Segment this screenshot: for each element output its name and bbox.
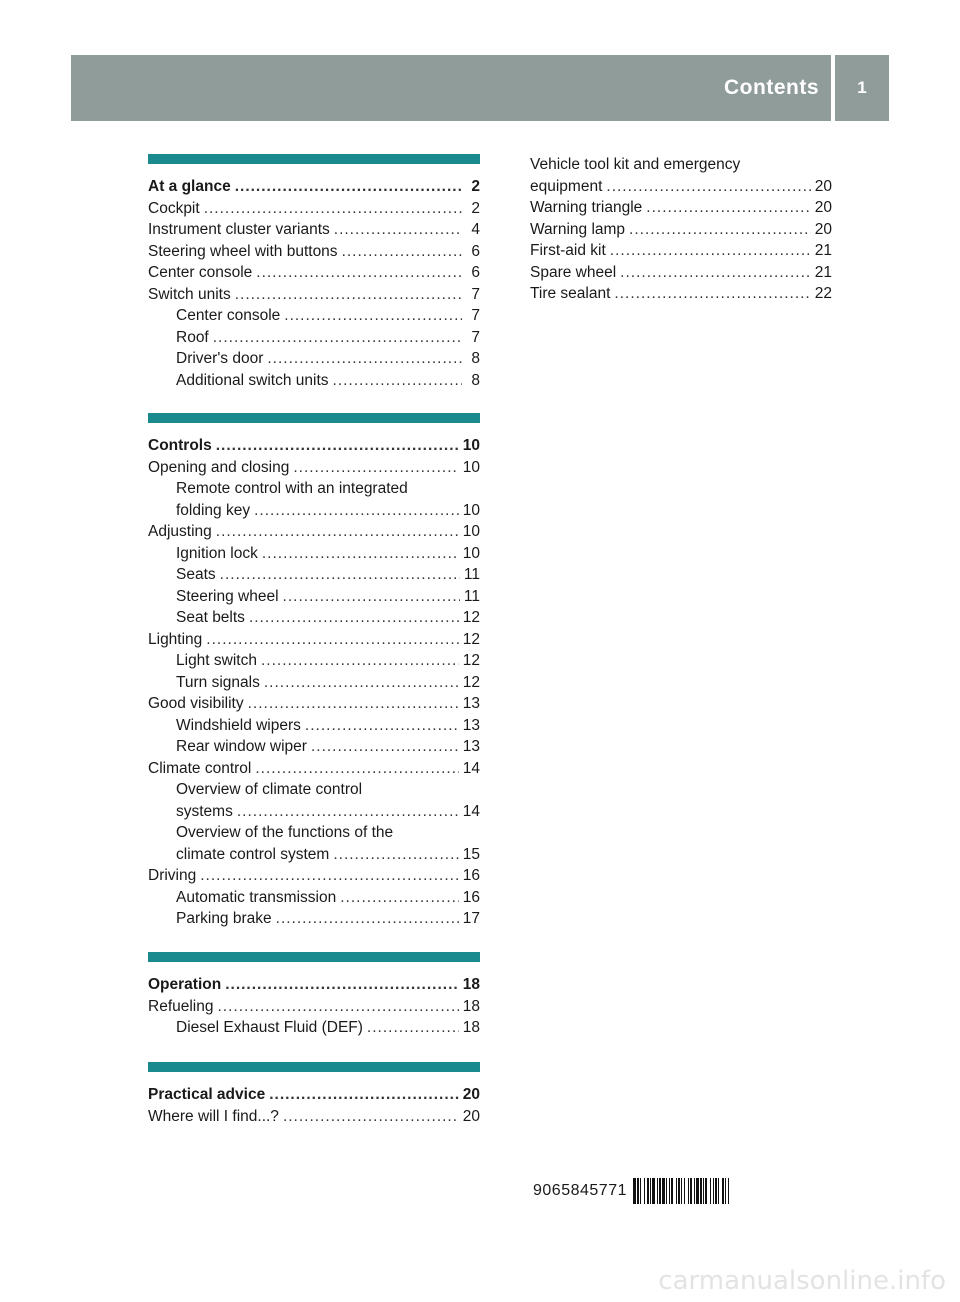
dot-leader (610, 240, 811, 262)
dot-leader (334, 219, 462, 241)
dot-leader (218, 996, 459, 1018)
toc-entry[interactable] (148, 521, 480, 543)
toc-entry-text-line1: Vehicle tool kit and emergency (530, 156, 741, 173)
toc-section (148, 1062, 480, 1127)
barcode-bar (676, 1178, 677, 1204)
toc-page-number: 20 (814, 199, 832, 216)
dot-leader (606, 176, 810, 198)
barcode-bar (662, 1178, 665, 1204)
toc-page-number: 16 (462, 888, 480, 906)
toc-entry-text: equipment (530, 177, 603, 195)
toc-entry[interactable] (148, 672, 480, 694)
toc-entry-text: Steering wheel (176, 587, 279, 605)
dot-leader (333, 844, 458, 866)
toc-page-number: 21 (814, 263, 832, 281)
toc-entry-text-line1: Overview of the functions of the (176, 824, 394, 841)
dot-leader (255, 758, 458, 780)
toc-entry-text: Instrument cluster variants (148, 221, 330, 238)
toc-page-number: 6 (471, 242, 480, 260)
dot-leader (269, 1084, 459, 1106)
toc-entry[interactable] (148, 908, 480, 930)
toc-entry-text: First-aid kit (530, 242, 606, 259)
barcode-bar (652, 1178, 655, 1204)
toc-entry[interactable] (148, 607, 480, 629)
dot-leader (340, 887, 459, 909)
toc-page-number: 12 (462, 630, 480, 648)
toc-entry[interactable] (148, 1017, 480, 1039)
section-heading[interactable] (148, 1084, 480, 1106)
toc-entry[interactable] (148, 284, 480, 306)
toc-entry[interactable] (148, 715, 480, 737)
toc-section (148, 154, 480, 391)
dot-leader (216, 521, 459, 543)
section-heading[interactable] (148, 435, 480, 457)
section-bar (148, 952, 480, 962)
toc-entry[interactable] (148, 198, 480, 220)
toc-entry-text: Refueling (148, 997, 214, 1015)
dot-leader (629, 219, 811, 241)
barcode (533, 1178, 829, 1204)
toc-entry-text: Lighting (148, 630, 203, 648)
toc-entry-text: Turn signals (176, 673, 260, 691)
toc-entry[interactable] (148, 996, 480, 1018)
header-page-number: 1 (857, 78, 867, 97)
barcode-bar (678, 1178, 680, 1204)
dot-leader (261, 650, 459, 672)
section-bar (148, 1062, 480, 1072)
barcode-bar (647, 1178, 649, 1204)
toc-entry[interactable] (148, 262, 480, 284)
toc-entry[interactable] (530, 262, 832, 284)
watermark: carmanualsonline.info (658, 1266, 946, 1296)
barcode-bar (681, 1178, 682, 1204)
toc-entry-text: Parking brake (176, 910, 272, 927)
dot-leader (262, 543, 459, 565)
section-bar (148, 154, 480, 164)
toc-entry[interactable] (148, 586, 480, 608)
toc-entry-text: Seats (176, 566, 216, 583)
toc-entry-text: Climate control (148, 759, 252, 777)
dot-leader (249, 607, 459, 629)
dot-leader (620, 262, 811, 284)
barcode-bar (633, 1178, 636, 1204)
toc-entry-text: Driver's door (176, 350, 264, 367)
toc-page-number: 7 (471, 285, 480, 303)
toc-entry-text-line1: Remote control with an integrated (176, 480, 408, 497)
dot-leader (283, 1106, 459, 1128)
toc-page-number: 13 (462, 738, 480, 755)
toc-page-number: 15 (462, 845, 480, 863)
toc-page-number: 10 (462, 501, 480, 519)
toc-entry-text: Roof (176, 328, 209, 346)
barcode-bar (659, 1178, 661, 1204)
toc-entry-text: Cockpit (148, 199, 200, 217)
barcode-bar (666, 1178, 667, 1204)
toc-entry-text: Adjusting (148, 523, 212, 540)
toc-page-number: 10 (462, 458, 480, 476)
toc-entry-text: Center console (176, 307, 281, 324)
header-title: Contents (724, 76, 819, 99)
toc-entry[interactable] (148, 650, 480, 672)
barcode-bar (725, 1178, 726, 1204)
dot-leader (235, 176, 462, 198)
toc-page-number: 12 (462, 652, 480, 669)
toc-page-number: 20 (462, 1086, 480, 1103)
dot-leader (204, 198, 462, 220)
barcode-bar (671, 1178, 673, 1204)
toc-entry-text: Seat belts (176, 609, 245, 626)
toc-page-number: 11 (463, 587, 480, 605)
toc-entry-text: Warning triangle (530, 199, 643, 216)
barcode-bar (650, 1178, 651, 1204)
dot-leader (311, 736, 459, 758)
toc-entry[interactable] (530, 240, 832, 262)
barcode-bar (684, 1178, 685, 1204)
barcode-bar (703, 1178, 704, 1204)
barcode-bar (657, 1178, 658, 1204)
section-heading[interactable] (148, 974, 480, 996)
toc-page-number: 16 (462, 867, 480, 884)
dot-leader (213, 327, 462, 349)
toc-entry[interactable] (148, 564, 480, 586)
toc-entry[interactable] (148, 758, 480, 780)
dot-leader (367, 1017, 459, 1039)
toc-page-number: 14 (462, 759, 480, 777)
dot-leader (305, 715, 459, 737)
barcode-bar (694, 1178, 695, 1204)
toc-page-number: 18 (462, 997, 480, 1015)
barcode-bar (637, 1178, 639, 1204)
barcode-bar (690, 1178, 692, 1204)
toc-entry[interactable] (148, 629, 480, 651)
toc-entry-text: Warning lamp (530, 220, 626, 238)
toc-page-number: 17 (462, 910, 480, 927)
toc-entry-text: Additional switch units (176, 371, 329, 389)
toc-entry-text: Tire sealant (530, 285, 611, 302)
toc-entry[interactable] (148, 736, 480, 758)
toc-page-number: 22 (814, 285, 832, 302)
toc-entry-text: Switch units (148, 285, 231, 303)
dot-leader (248, 693, 459, 715)
toc-entry[interactable] (148, 500, 480, 522)
toc-entry[interactable] (148, 219, 480, 241)
toc-entry[interactable] (148, 543, 480, 565)
dot-leader (237, 801, 459, 823)
toc-entry[interactable] (148, 1106, 480, 1128)
dot-leader (283, 586, 460, 608)
barcode-bar (696, 1178, 699, 1204)
toc-page-number: 14 (462, 802, 480, 820)
toc-entry-text: At a glance (148, 178, 231, 195)
dot-leader (614, 283, 810, 305)
page-header (71, 55, 889, 121)
toc-entry-text: Where will I find...? (148, 1107, 279, 1125)
dot-leader (293, 457, 458, 479)
toc-page-number: 7 (471, 307, 480, 324)
toc-entry-text: Center console (148, 264, 253, 281)
toc-page-number: 18 (462, 1019, 480, 1036)
toc-entry[interactable] (148, 844, 480, 866)
barcode-bar (669, 1178, 670, 1204)
barcode-bar (640, 1178, 641, 1204)
toc-entry-text: Rear window wiper (176, 738, 307, 755)
barcode-bar (644, 1178, 645, 1204)
dot-leader (284, 305, 462, 327)
toc-entry[interactable] (148, 348, 480, 370)
toc-page-number: 2 (471, 199, 480, 217)
barcode-bar (700, 1178, 702, 1204)
toc-page-number: 4 (471, 221, 480, 238)
dot-leader (206, 629, 458, 651)
toc-entry[interactable] (530, 197, 832, 219)
dot-leader (267, 348, 462, 370)
toc-entry[interactable] (530, 283, 832, 305)
toc-page-number: 20 (462, 1107, 480, 1125)
toc-entry[interactable] (148, 370, 480, 392)
dot-leader (200, 865, 459, 887)
toc-entry[interactable] (530, 219, 832, 241)
toc-entry[interactable] (148, 305, 480, 327)
dot-leader (264, 672, 459, 694)
toc-entry[interactable] (148, 327, 480, 349)
toc-page-number: 18 (462, 976, 480, 993)
toc-page-number: 21 (814, 242, 832, 259)
dot-leader (256, 262, 462, 284)
toc-entry-text: Driving (148, 867, 197, 884)
dot-leader (216, 435, 459, 457)
toc-entry-text: Ignition lock (176, 544, 258, 562)
dot-leader (235, 284, 462, 306)
toc-section (148, 413, 480, 930)
toc-entry-text: Steering wheel with buttons (148, 242, 338, 260)
toc-entry[interactable] (148, 693, 480, 715)
toc-entry[interactable] (148, 801, 480, 823)
toc-page-number: 20 (814, 177, 832, 195)
toc-page-number: 6 (471, 264, 480, 281)
toc-entry-text: Automatic transmission (176, 888, 337, 906)
barcode-bar (718, 1178, 719, 1204)
toc-entry-text: Opening and closing (148, 458, 290, 476)
toc-page-number: 10 (462, 437, 480, 454)
dot-leader (220, 564, 460, 586)
barcode-number: 9065845771 (533, 1182, 627, 1199)
toc-page-number: 8 (471, 350, 480, 367)
toc-entry-text: Operation (148, 976, 222, 993)
toc-entry[interactable] (148, 457, 480, 479)
dot-leader (225, 974, 459, 996)
section-heading[interactable] (148, 176, 480, 198)
toc-page-number: 10 (462, 544, 480, 562)
barcode-bar (705, 1178, 707, 1204)
toc-page-number: 11 (463, 566, 480, 583)
toc-entry-text: Diesel Exhaust Fluid (DEF) (176, 1019, 363, 1036)
dot-leader (276, 908, 459, 930)
toc-entry-text: climate control system (176, 845, 330, 863)
barcode-bar (710, 1178, 711, 1204)
dot-leader (333, 370, 463, 392)
right-toc-column (530, 154, 832, 305)
toc-page-number: 12 (462, 673, 480, 691)
toc-entry-text: systems (176, 802, 233, 820)
toc-page-number: 8 (471, 371, 480, 389)
toc-page-number: 12 (462, 609, 480, 626)
dot-leader (342, 241, 462, 263)
toc-section (148, 952, 480, 1039)
barcode-bar (688, 1178, 689, 1204)
toc-page-number: 13 (462, 695, 480, 712)
barcode-graphic (633, 1178, 829, 1204)
toc-entry-text: Spare wheel (530, 263, 617, 281)
dot-leader (646, 197, 810, 219)
toc-page-number: 10 (462, 523, 480, 540)
barcode-bar (713, 1178, 714, 1204)
toc-entry[interactable] (148, 241, 480, 263)
toc-entry-text: Controls (148, 437, 212, 454)
toc-page-number: 2 (471, 178, 480, 195)
toc-page-number: 20 (814, 220, 832, 238)
toc-entry-text: Light switch (176, 652, 257, 669)
toc-entry[interactable] (530, 176, 832, 198)
barcode-bar (728, 1178, 729, 1204)
section-bar (148, 413, 480, 423)
toc-entry-text: Practical advice (148, 1086, 266, 1103)
barcode-bar (722, 1178, 724, 1204)
toc-entry-text: folding key (176, 501, 251, 519)
toc-entry-text-line1: Overview of climate control (176, 781, 363, 798)
barcode-bar (715, 1178, 717, 1204)
toc-entry[interactable] (148, 887, 480, 909)
toc-page-number: 7 (471, 328, 480, 346)
toc-page-number: 13 (462, 716, 480, 734)
dot-leader (254, 500, 459, 522)
toc-entry-text: Windshield wipers (176, 716, 301, 734)
toc-entry[interactable] (148, 865, 480, 887)
toc-entry-text: Good visibility (148, 695, 244, 712)
